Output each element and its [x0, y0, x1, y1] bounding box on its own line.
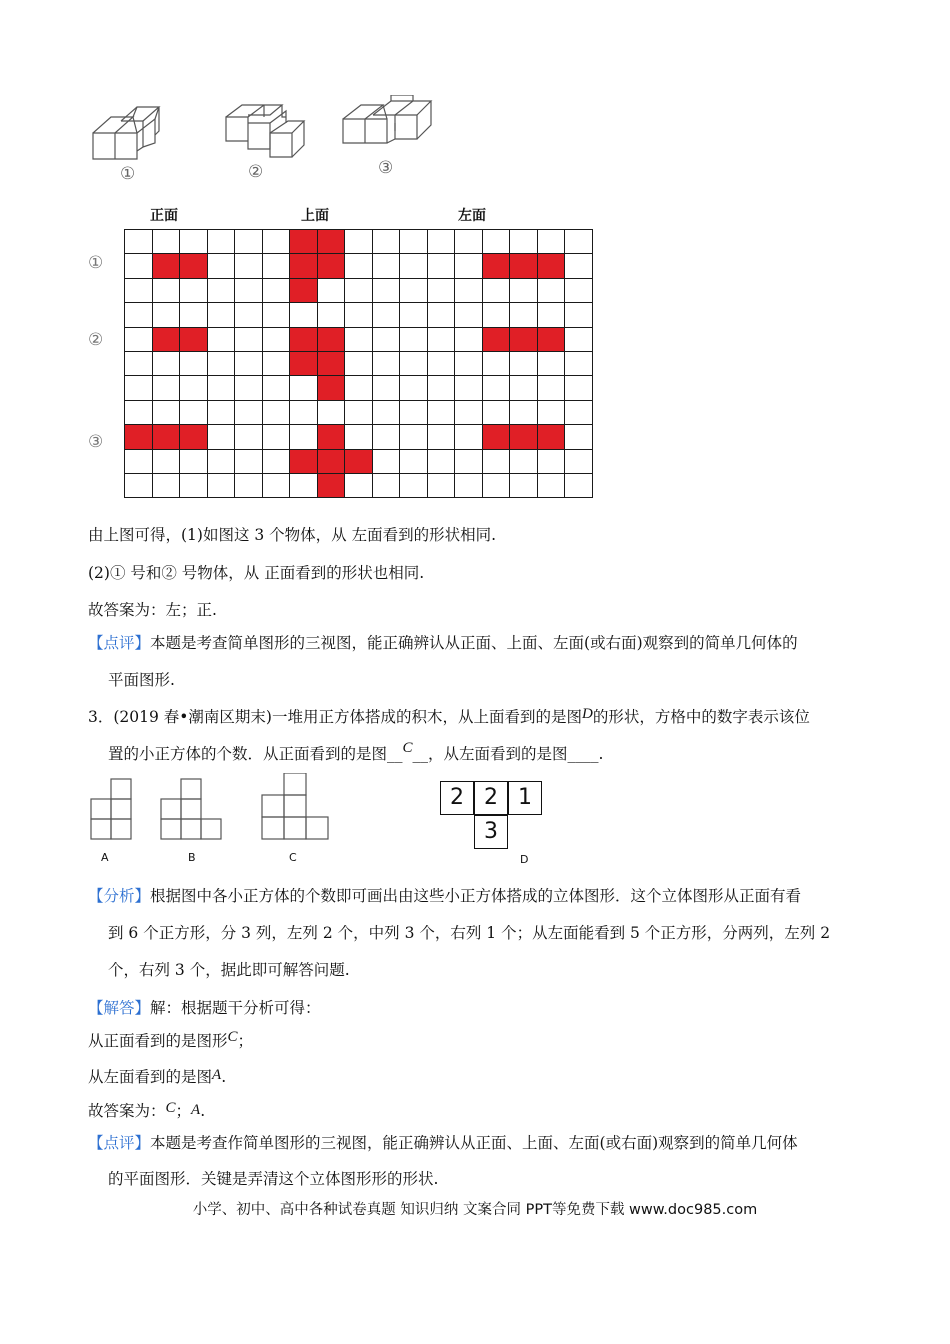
grid-cell	[152, 303, 180, 327]
top-view-cell: 2	[474, 781, 508, 815]
grid-cell-filled	[537, 425, 565, 449]
grid-cell	[152, 376, 180, 400]
grid-cell	[372, 473, 400, 497]
grid-cell	[180, 376, 208, 400]
grid-cell	[290, 425, 318, 449]
grid-cell	[427, 473, 455, 497]
row-label-2: ②	[88, 330, 104, 350]
grid-cell-filled	[290, 230, 318, 254]
grid-cell	[510, 278, 538, 302]
cube-caption-1: ①	[120, 164, 136, 184]
answer-text: 故答案为：	[88, 1102, 166, 1120]
grid-cell	[235, 254, 263, 278]
grid-cell-filled	[152, 327, 180, 351]
grid-cell	[372, 254, 400, 278]
solution-intro	[88, 998, 321, 1018]
grid-cell	[345, 400, 373, 424]
grid-cell	[345, 425, 373, 449]
grid-cell	[482, 351, 510, 375]
grid-cell	[565, 303, 593, 327]
grid-cell	[152, 473, 180, 497]
grid-cell	[455, 327, 483, 351]
grid-cell	[427, 303, 455, 327]
grid-cell	[510, 376, 538, 400]
cube-figure-1	[93, 107, 159, 159]
comment-tag: 【点评】	[88, 634, 151, 652]
grid-row	[125, 351, 593, 375]
grid-cell	[537, 400, 565, 424]
grid-cell	[565, 376, 593, 400]
top-view-cell: 2	[440, 781, 474, 815]
solution-text: 从左面看到的是图	[88, 1068, 213, 1086]
grid-cell	[235, 473, 263, 497]
grid-cell	[372, 449, 400, 473]
grid-cell	[400, 473, 428, 497]
grid-cell	[207, 473, 235, 497]
grid-cell	[455, 473, 483, 497]
grid-row	[125, 278, 593, 302]
grid-cell	[372, 351, 400, 375]
grid-cell	[510, 351, 538, 375]
grid-cell-filled	[152, 425, 180, 449]
option-figure-a	[91, 779, 131, 839]
grid-cell	[427, 449, 455, 473]
header-left: 左面	[458, 208, 486, 224]
analysis-tag: 【分析】	[88, 887, 151, 905]
grid-row	[125, 425, 593, 449]
grid-cell	[262, 400, 290, 424]
grid-cell	[537, 473, 565, 497]
grid-cell	[455, 351, 483, 375]
conclusion-2: (2)① 号和② 号物体，从 正面看到的形状也相同.	[88, 564, 425, 582]
grid-cell-filled	[290, 278, 318, 302]
header-top: 上面	[301, 208, 329, 224]
grid-cell	[427, 376, 455, 400]
grid-cell	[262, 351, 290, 375]
grid-cell	[510, 473, 538, 497]
grid-cell	[400, 303, 428, 327]
grid-cell-filled	[180, 425, 208, 449]
grid-cell	[125, 376, 153, 400]
grid-cell	[455, 230, 483, 254]
grid-cell	[400, 230, 428, 254]
grid-cell	[207, 303, 235, 327]
option-figures	[88, 773, 338, 843]
grid-cell	[565, 400, 593, 424]
question-3-text: 3．(2019 春•潮南区期末)一堆用正方体搭成的积木，从上面看到的是图	[88, 708, 582, 726]
option-figure-b	[161, 779, 221, 839]
grid-cell	[207, 376, 235, 400]
grid-cell	[262, 278, 290, 302]
grid-cell	[152, 278, 180, 302]
grid-row	[125, 303, 593, 327]
grid-cell	[125, 230, 153, 254]
grid-cell	[372, 327, 400, 351]
question-3-line-b	[108, 740, 604, 765]
grid-cell-filled	[152, 254, 180, 278]
grid-cell-filled	[537, 254, 565, 278]
grid-cell	[125, 254, 153, 278]
grid-cell	[290, 400, 318, 424]
grid-row	[125, 376, 593, 400]
grid-cell-filled	[317, 230, 345, 254]
option-caption-b: B	[188, 851, 196, 864]
grid-cell	[510, 303, 538, 327]
grid-cell	[455, 400, 483, 424]
grid-cell	[482, 230, 510, 254]
grid-cell	[207, 254, 235, 278]
grid-cell-filled	[510, 425, 538, 449]
grid-cell	[262, 449, 290, 473]
grid-cell	[345, 254, 373, 278]
grid-cell	[537, 449, 565, 473]
analysis-line-a	[88, 886, 801, 906]
solution-text: ；	[237, 1032, 254, 1050]
grid-cell	[537, 303, 565, 327]
grid-row	[125, 327, 593, 351]
grid-cell	[372, 303, 400, 327]
analysis-line-b: 到 6 个正方形，分 3 列，左列 2 个，中列 3 个，右列 1 个；从左面能看到 5 个正方形，分两列，左列 2	[108, 924, 831, 942]
grid-row	[125, 230, 593, 254]
grid-cell	[565, 425, 593, 449]
row-label-1: ①	[88, 253, 104, 273]
grid-cell	[207, 400, 235, 424]
grid-cell	[207, 278, 235, 302]
grid-cell	[345, 327, 373, 351]
grid-cell	[235, 278, 263, 302]
grid-cell	[565, 230, 593, 254]
comment-text: 本题是考查简单图形的三视图，能正确辨认从正面、上面、左面(或右面)观察到的简单几何体的	[150, 634, 798, 652]
option-figure-c	[262, 773, 328, 839]
grid-cell	[262, 230, 290, 254]
grid-cell	[207, 327, 235, 351]
answer-1: 故答案为：左；正.	[88, 601, 217, 619]
cube-figure-2	[226, 105, 304, 157]
grid-cell	[565, 327, 593, 351]
answer-text: .	[200, 1102, 206, 1120]
grid-cell	[125, 327, 153, 351]
grid-cell	[125, 400, 153, 424]
answer-variable: C	[402, 740, 413, 756]
grid-cell	[317, 303, 345, 327]
grid-cell	[152, 400, 180, 424]
grid-row	[125, 254, 593, 278]
grid-cell	[482, 449, 510, 473]
grid-cell	[180, 278, 208, 302]
grid-cell	[427, 254, 455, 278]
grid-cell	[400, 327, 428, 351]
grid-cell	[372, 400, 400, 424]
grid-cell	[180, 400, 208, 424]
grid-cell	[125, 449, 153, 473]
grid-cell	[235, 327, 263, 351]
answer-2	[88, 1101, 205, 1122]
grid-row	[125, 473, 593, 497]
grid-cell	[235, 376, 263, 400]
grid-cell-filled	[482, 254, 510, 278]
comment-1-line-b: 平面图形.	[108, 671, 175, 689]
grid-cell	[400, 278, 428, 302]
grid-cell	[125, 351, 153, 375]
grid-cell	[235, 351, 263, 375]
grid-cell	[262, 327, 290, 351]
grid-cell-filled	[290, 449, 318, 473]
grid-cell-filled	[537, 327, 565, 351]
grid-cell	[152, 449, 180, 473]
grid-cell	[537, 376, 565, 400]
grid-cell	[400, 351, 428, 375]
grid-cell	[235, 425, 263, 449]
answer-variable: A	[212, 1067, 222, 1083]
question-3-text: 的形状，方格中的数字表示该位	[592, 708, 810, 726]
grid-cell	[400, 376, 428, 400]
grid-cell	[400, 254, 428, 278]
grid-cell	[290, 376, 318, 400]
grid-cell	[345, 351, 373, 375]
figure-variable: D	[581, 706, 593, 722]
solution-text: .	[221, 1068, 227, 1086]
solution-line-2	[88, 1067, 226, 1088]
grid-cell-filled	[482, 425, 510, 449]
grid-cell	[482, 278, 510, 302]
grid-cell	[455, 278, 483, 302]
answer-variable: A	[191, 1102, 201, 1118]
grid-cell	[565, 449, 593, 473]
cube-caption-2: ②	[248, 162, 264, 182]
option-caption-c: C	[289, 851, 297, 864]
grid-cell	[180, 303, 208, 327]
grid-cell-filled	[482, 327, 510, 351]
grid-cell-filled	[317, 449, 345, 473]
answer-variable: C	[227, 1029, 238, 1045]
grid-cell	[345, 473, 373, 497]
comment-text: 本题是考查作简单图形的三视图，能正确辨认从正面、上面、左面(或右面)观察到的简单几何体	[150, 1134, 798, 1152]
comment-2-line-b: 的平面图形．关键是弄清这个立体图形形的形状.	[108, 1170, 439, 1188]
grid-cell	[125, 303, 153, 327]
grid-cell	[455, 303, 483, 327]
view-grid	[124, 229, 593, 498]
grid-cell	[482, 376, 510, 400]
grid-cell	[207, 425, 235, 449]
answer-variable: C	[165, 1100, 176, 1116]
header-front: 正面	[150, 208, 178, 224]
grid-cell	[152, 230, 180, 254]
grid-cell	[427, 230, 455, 254]
grid-cell-filled	[290, 254, 318, 278]
grid-cell	[345, 278, 373, 302]
question-3-text: __，从左面看到的是图____.	[412, 745, 604, 763]
grid-cell-filled	[510, 327, 538, 351]
grid-cell	[345, 376, 373, 400]
grid-cell	[537, 278, 565, 302]
grid-cell-filled	[125, 425, 153, 449]
question-3-line-a	[88, 707, 810, 728]
grid-cell	[427, 400, 455, 424]
grid-cell-filled	[317, 425, 345, 449]
solution-text: 解：根据题干分析可得：	[150, 999, 321, 1017]
grid-cell	[235, 449, 263, 473]
cube-caption-3: ③	[378, 158, 394, 178]
grid-cell	[565, 254, 593, 278]
grid-cell	[455, 254, 483, 278]
question-3-text: 置的小正方体的个数．从正面看到的是图__	[108, 745, 403, 763]
grid-cell	[262, 254, 290, 278]
solution-text: 从正面看到的是图形	[88, 1032, 228, 1050]
grid-cell	[262, 376, 290, 400]
grid-cell	[427, 425, 455, 449]
grid-cell	[235, 400, 263, 424]
grid-cell	[317, 278, 345, 302]
grid-row	[125, 400, 593, 424]
grid-cell	[290, 303, 318, 327]
grid-cell	[400, 400, 428, 424]
comment-2-line-a	[88, 1133, 798, 1153]
option-caption-d: D	[520, 853, 529, 866]
grid-cell	[482, 303, 510, 327]
grid-cell	[372, 376, 400, 400]
solution-tag: 【解答】	[88, 999, 151, 1017]
cube-figures	[85, 95, 465, 190]
grid-cell	[427, 351, 455, 375]
grid-cell	[317, 400, 345, 424]
solution-line-1	[88, 1031, 253, 1052]
row-label-3: ③	[88, 432, 104, 452]
grid-cell-filled	[510, 254, 538, 278]
grid-cell	[455, 449, 483, 473]
grid-row	[125, 449, 593, 473]
cube-figure-3	[343, 95, 431, 143]
grid-cell	[400, 425, 428, 449]
top-view-cell: 1	[508, 781, 542, 815]
grid-cell	[565, 278, 593, 302]
grid-cell	[207, 449, 235, 473]
top-view-cell: 3	[474, 815, 508, 849]
analysis-line-c: 个，右列 3 个，据此即可解答问题.	[108, 961, 350, 979]
conclusion-1: 由上图可得，(1)如图这 3 个物体，从 左面看到的形状相同.	[88, 526, 497, 544]
analysis-text: 根据图中各小正方体的个数即可画出由这些小正方体搭成的立体图形．这个立体图形从正面有看	[150, 887, 802, 905]
grid-cell	[427, 327, 455, 351]
grid-cell-filled	[317, 473, 345, 497]
grid-cell-filled	[345, 449, 373, 473]
grid-cell-filled	[317, 376, 345, 400]
grid-cell	[510, 449, 538, 473]
grid-cell	[235, 230, 263, 254]
grid-cell	[372, 230, 400, 254]
grid-cell	[455, 376, 483, 400]
grid-cell	[207, 230, 235, 254]
grid-cell	[482, 400, 510, 424]
grid-cell	[125, 278, 153, 302]
grid-cell-filled	[317, 254, 345, 278]
grid-cell-filled	[290, 327, 318, 351]
grid-cell	[565, 351, 593, 375]
grid-cell	[262, 473, 290, 497]
grid-cell-filled	[290, 351, 318, 375]
grid-cell	[235, 303, 263, 327]
grid-cell	[372, 425, 400, 449]
answer-text: ；	[175, 1102, 192, 1120]
grid-cell	[537, 351, 565, 375]
grid-cell	[125, 473, 153, 497]
grid-cell	[400, 449, 428, 473]
grid-cell	[345, 230, 373, 254]
grid-cell	[510, 230, 538, 254]
grid-cell	[482, 473, 510, 497]
option-caption-a: A	[101, 851, 109, 864]
grid-cell	[207, 351, 235, 375]
grid-cell	[345, 303, 373, 327]
comment-tag: 【点评】	[88, 1134, 151, 1152]
grid-cell	[180, 473, 208, 497]
grid-cell	[152, 351, 180, 375]
grid-cell	[290, 473, 318, 497]
grid-cell	[180, 449, 208, 473]
grid-cell	[372, 278, 400, 302]
grid-cell	[180, 351, 208, 375]
footer-banner: 小学、初中、高中各种试卷真题 知识归纳 文案合同 PPT等免费下载 www.doc985.com	[192, 1202, 758, 1218]
grid-cell-filled	[317, 327, 345, 351]
grid-cell	[262, 303, 290, 327]
grid-cell-filled	[180, 254, 208, 278]
grid-cell	[565, 473, 593, 497]
grid-cell	[537, 230, 565, 254]
grid-cell	[510, 400, 538, 424]
grid-cell	[180, 230, 208, 254]
comment-1-line-a	[88, 633, 798, 653]
grid-cell	[262, 425, 290, 449]
grid-cell	[427, 278, 455, 302]
grid-cell-filled	[317, 351, 345, 375]
grid-cell	[455, 425, 483, 449]
grid-cell-filled	[180, 327, 208, 351]
